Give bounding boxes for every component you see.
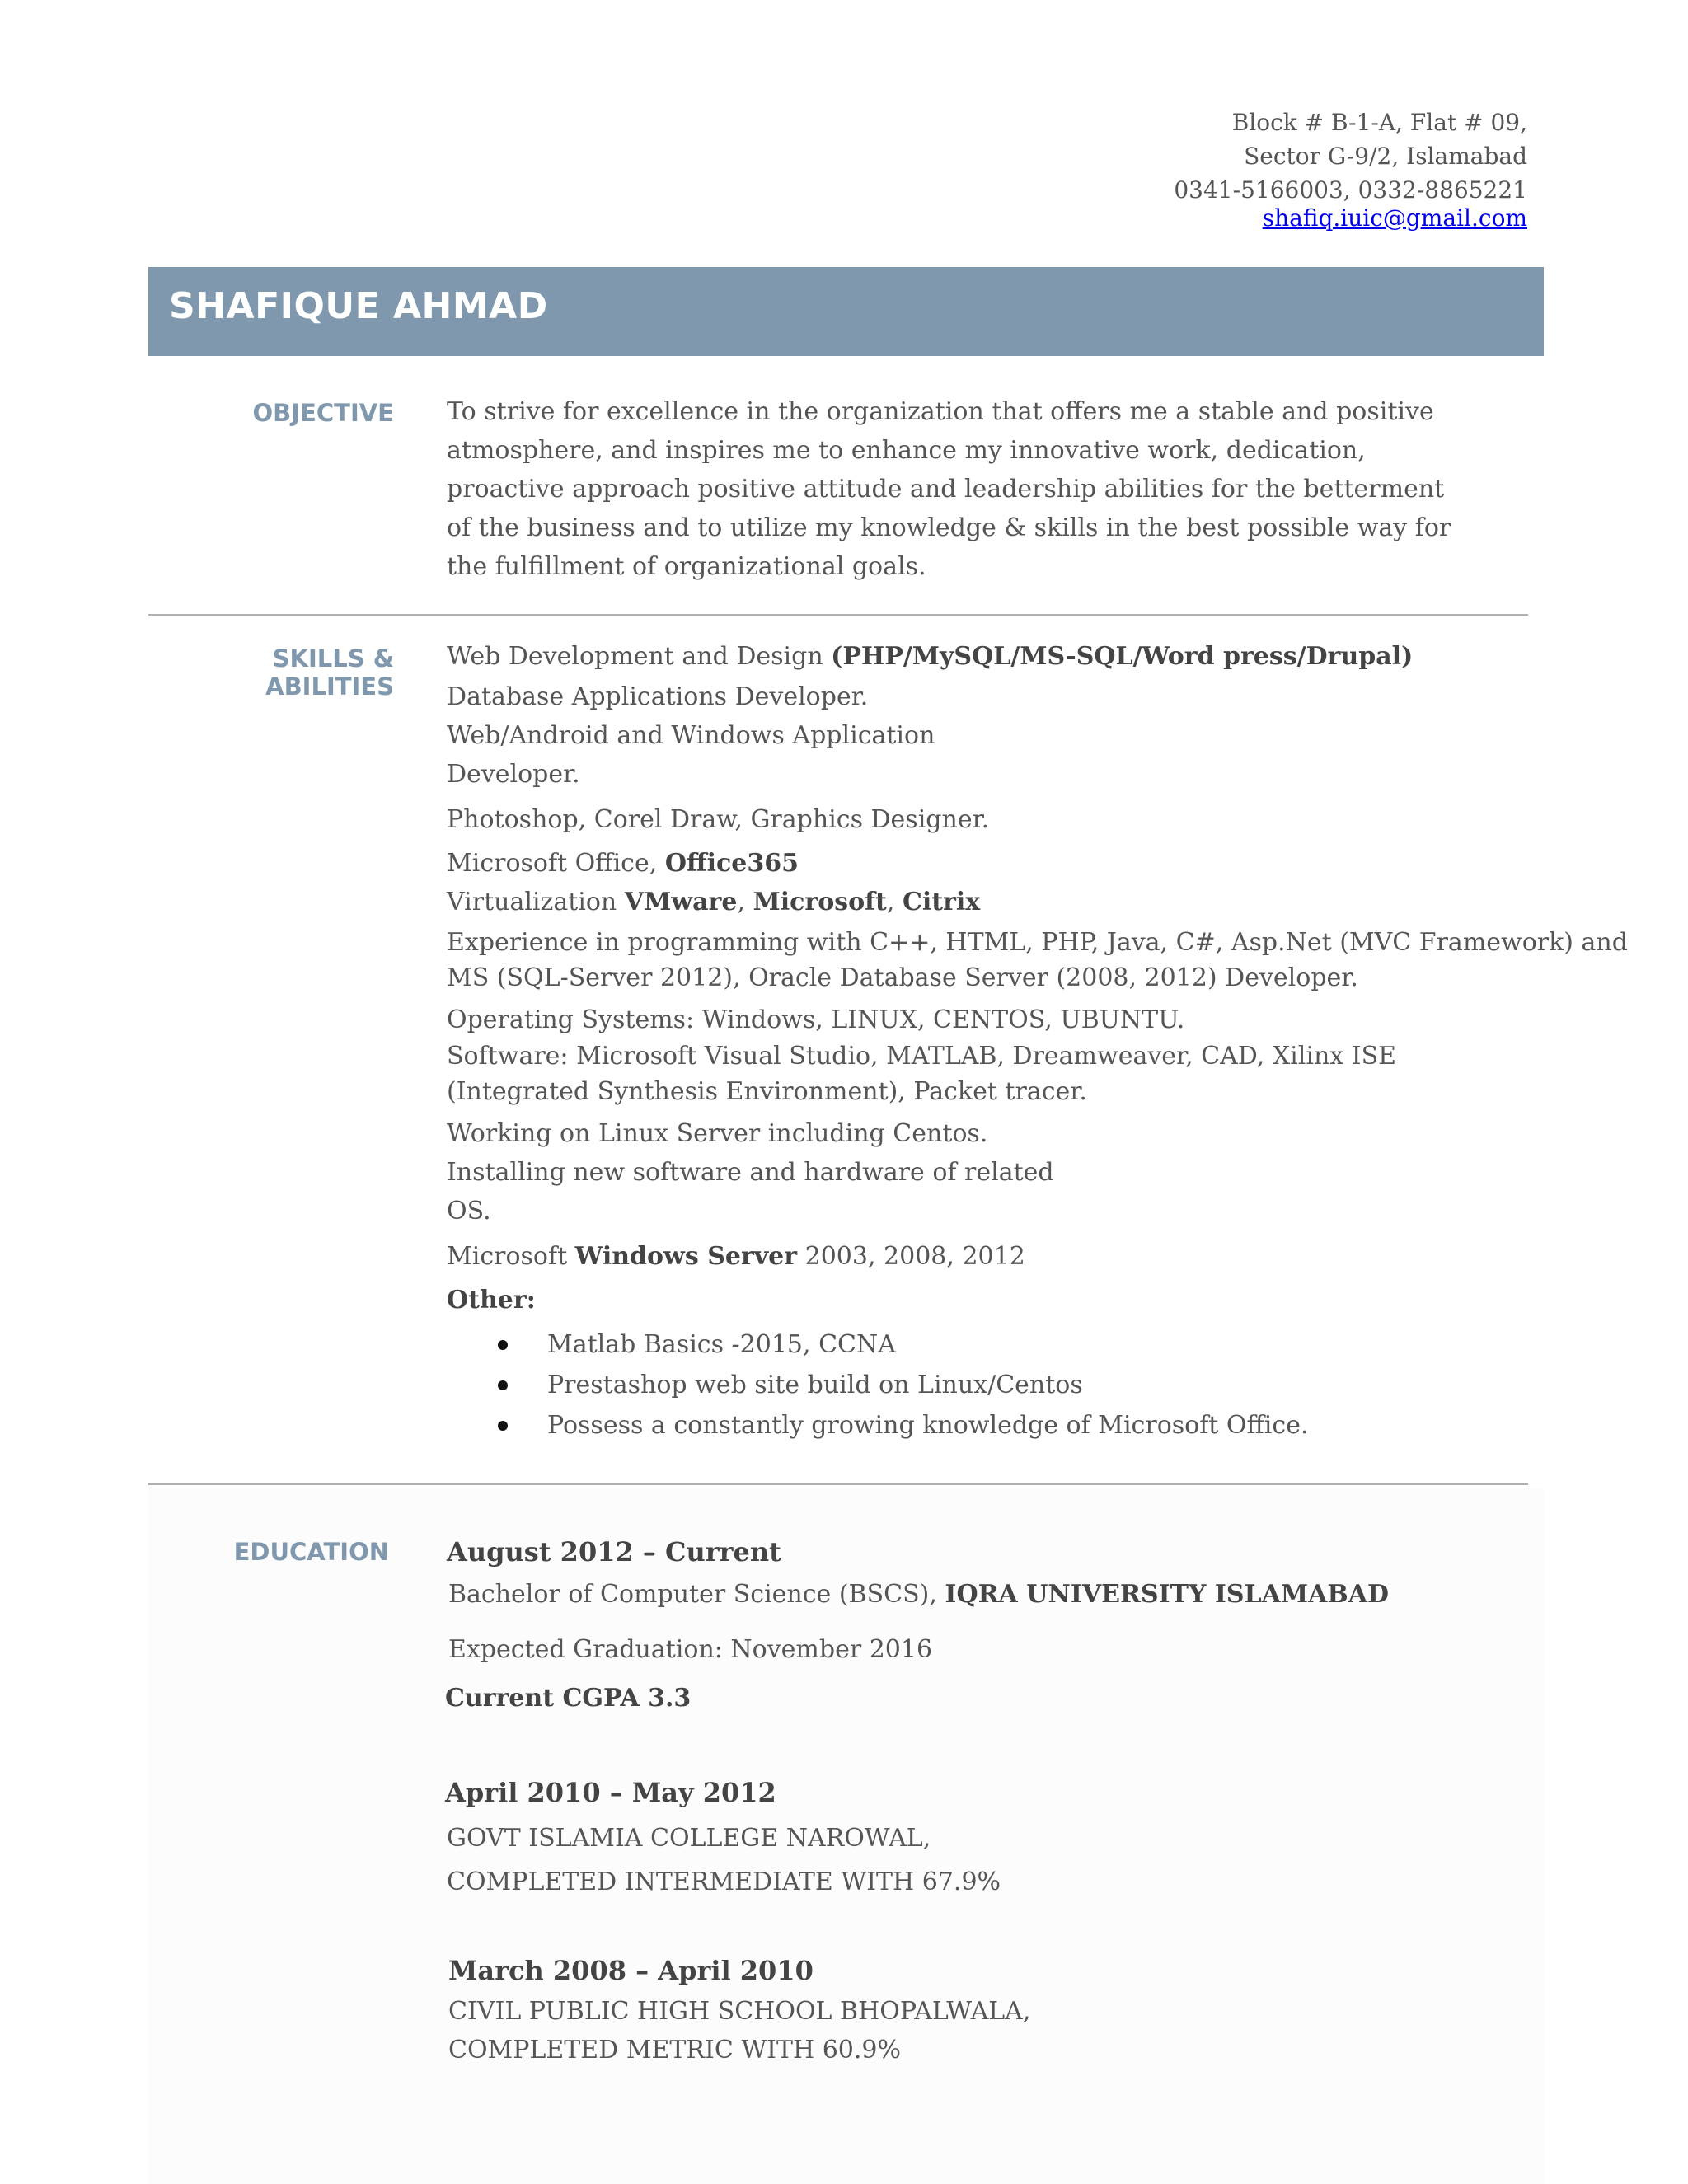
skill-os: Operating Systems: Windows, LINUX, CENTOS, UBUNTU. <box>447 1005 1185 1034</box>
skill-office <box>447 844 1628 883</box>
skill-windows-server <box>447 1237 1628 1276</box>
other-list <box>447 1324 1628 1446</box>
skill-text: Microsoft <box>447 1242 575 1271</box>
education-entry-1 <box>447 1533 1389 1718</box>
degree-text: Bachelor of Computer Science (BSCS), <box>448 1580 945 1609</box>
other-heading: Other: <box>447 1286 536 1315</box>
education-school: CIVIL PUBLIC HIGH SCHOOL BHOPALWALA, <box>448 1997 1031 2026</box>
skill-install-cont: OS. <box>447 1197 491 1226</box>
bullet-icon <box>498 1421 508 1431</box>
name-banner <box>148 267 1544 356</box>
education-degree <box>447 1575 1389 1614</box>
objective-text <box>447 392 1451 586</box>
email-link[interactable]: shafiq.iuic@gmail.com <box>1262 204 1527 232</box>
skill-linux: Working on Linux Server including Centos. <box>447 1119 988 1148</box>
education-label: EDUCATION <box>233 1538 389 1566</box>
skill-web-dev <box>447 636 1628 677</box>
list-item <box>447 1365 1628 1405</box>
bullet-icon <box>498 1340 508 1350</box>
skill-db-dev: Database Applications Developer. <box>447 682 869 711</box>
objective-label: OBJECTIVE <box>252 399 394 427</box>
education-date: August 2012 – Current <box>447 1536 781 1568</box>
contact-block <box>1174 105 1527 230</box>
school-name: IQRA UNIVERSITY ISLAMABAD <box>945 1580 1390 1609</box>
list-item <box>447 1405 1628 1446</box>
address-line-2: Sector G-9/2, Islamabad <box>1244 143 1527 170</box>
skill-text: , <box>886 888 903 916</box>
list-item-text: Possess a constantly growing knowledge of Microsoft Office. <box>547 1411 1309 1440</box>
skill-app-dev: Web/Android and Windows Application <box>447 721 935 750</box>
skill-text: Microsoft Office, <box>447 849 665 878</box>
education-date: March 2008 – April 2010 <box>448 1955 814 1986</box>
education-graduation: Expected Graduation: November 2016 <box>448 1635 933 1664</box>
skill-bold: Office365 <box>664 849 799 878</box>
skill-software: Software: Microsoft Visual Studio, MATLAB, Dreamweaver, CAD, Xilinx ISE <box>447 1042 1397 1071</box>
skill-virtualization <box>447 883 1628 921</box>
skill-bold: VMware <box>624 888 738 916</box>
skill-app-dev-cont: Developer. <box>447 760 580 789</box>
objective-line: To strive for excellence in the organization that offers me a stable and positive <box>447 397 1434 426</box>
skill-install: Installing new software and hardware of related <box>447 1158 1054 1187</box>
education-entry-3 <box>447 1952 1030 2069</box>
candidate-name: SHAFIQUE AHMAD <box>169 285 548 327</box>
list-item <box>447 1324 1628 1365</box>
education-school: GOVT ISLAMIA COLLEGE NAROWAL, <box>447 1824 931 1853</box>
education-cgpa: Current CGPA 3.3 <box>445 1684 692 1713</box>
list-item-text: Prestashop web site build on Linux/Centos <box>547 1371 1083 1399</box>
skill-software-cont: (Integrated Synthesis Environment), Packet tracer. <box>447 1077 1087 1106</box>
skill-programming-cont: MS (SQL-Server 2012), Oracle Database Server (2008, 2012) Developer. <box>447 963 1358 992</box>
skill-programming: Experience in programming with C++, HTML, PHP, Java, C#, Asp.Net (MVC Framework) and <box>447 928 1628 957</box>
objective-line: atmosphere, and inspires me to enhance my innovative work, dedication, <box>447 436 1366 465</box>
skill-bold: Microsoft <box>753 888 887 916</box>
education-result: COMPLETED METRIC WITH 60.9% <box>448 2036 902 2064</box>
address-line-1: Block # B-1-A, Flat # 09, <box>1231 109 1527 136</box>
bullet-icon <box>498 1380 508 1390</box>
education-entry-2 <box>447 1774 1001 1901</box>
section-divider <box>148 614 1528 616</box>
skill-bold: Windows Server <box>574 1242 798 1271</box>
skill-graphics: Photoshop, Corel Draw, Graphics Designer. <box>447 805 990 834</box>
education-date: April 2010 – May 2012 <box>445 1777 776 1808</box>
skill-bold: (PHP/MySQL/MS-SQL/Word press/Drupal) <box>831 642 1414 671</box>
education-result: COMPLETED INTERMEDIATE WITH 67.9% <box>447 1868 1001 1896</box>
objective-line: proactive approach positive attitude and leadership abilities for the betterment <box>447 475 1445 504</box>
skills-list <box>447 636 1628 1446</box>
skill-text: 2003, 2008, 2012 <box>797 1242 1025 1271</box>
skill-bold: Citrix <box>902 888 981 916</box>
phone-numbers: 0341-5166003, 0332-8865221 <box>1174 176 1527 204</box>
skill-text: Web Development and Design <box>447 642 832 671</box>
skill-text: , <box>737 888 753 916</box>
skills-label: SKILLS & ABILITIES <box>265 644 394 701</box>
section-divider <box>148 1483 1528 1485</box>
objective-line: of the business and to utilize my knowledge & skills in the best possible way for <box>447 513 1451 542</box>
list-item-text: Matlab Basics -2015, CCNA <box>547 1330 896 1359</box>
skill-text: Virtualization <box>447 888 625 916</box>
objective-line: the fulfillment of organizational goals. <box>447 552 926 581</box>
